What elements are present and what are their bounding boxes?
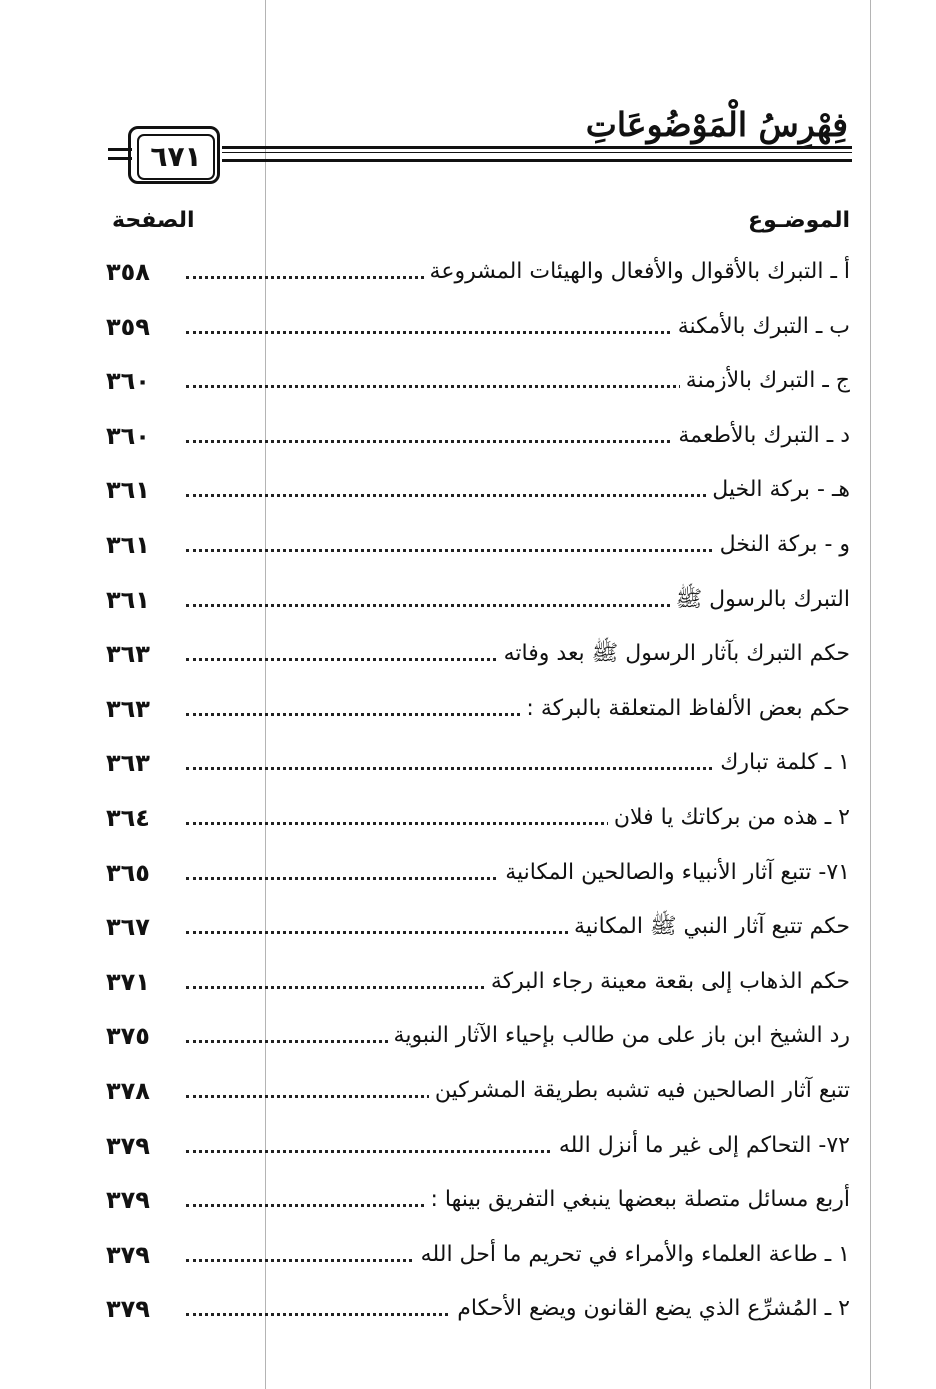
toc-entry [100, 907, 850, 947]
toc-entry-page: ٣٧٩ [106, 1186, 150, 1214]
toc-entry [100, 634, 850, 674]
header-rule [222, 146, 852, 162]
topic-column-header: الموضـوع [748, 208, 850, 233]
toc-entry-title: ٢ ـ هذه من بركاتك يا فلان [608, 798, 850, 838]
toc-entry [100, 1235, 850, 1275]
toc-entry-title: تتبع آثار الصالحين فيه تشبه بطريقة المشركين [429, 1071, 850, 1111]
toc-entry [100, 962, 850, 1002]
toc-entry-page: ٣٧٥ [106, 1022, 150, 1050]
toc-entry-page: ٣٧٩ [106, 1241, 150, 1269]
toc-entry [100, 1126, 850, 1166]
toc-entry [100, 470, 850, 510]
toc-entry-title: ب ـ التبرك بالأمكنة [672, 307, 850, 347]
toc-entry [100, 307, 850, 347]
toc-entry-title: رد الشيخ ابن باز على من طالب بإحياء الآثار النبوية [388, 1016, 850, 1056]
toc-entry-title: حكم التبرك بآثار الرسول ﷺ بعد وفاته [498, 634, 850, 674]
toc-entry-title: أ ـ التبرك بالأقوال والأفعال والهيئات المشروعة [424, 252, 850, 292]
toc-entry-title: التبرك بالرسول ﷺ [670, 580, 850, 620]
toc-entry-page: ٣٦٥ [106, 859, 150, 887]
toc-entry-title: و - بركة النخل [714, 525, 850, 565]
toc-entry-page: ٣٦٧ [106, 913, 150, 941]
toc-entry-title: أربع مسائل متصلة ببعضها ينبغي التفريق بينها : [425, 1180, 851, 1220]
toc-entry-title: حكم الذهاب إلى بقعة معينة رجاء البركة [485, 962, 850, 1002]
toc-entry [100, 743, 850, 783]
toc-entry [100, 525, 850, 565]
toc-entry-page: ٣٦٣ [106, 695, 150, 723]
page-edge-line [870, 0, 871, 1389]
toc-entry-title: حكم تتبع آثار النبي ﷺ المكانية [568, 907, 850, 947]
toc-entry-title: ٧١- تتبع آثار الأنبياء والصالحين المكانية [499, 853, 850, 893]
toc-entry-title: ٧٢- التحاكم إلى غير ما أنزل الله [553, 1126, 850, 1166]
toc-entry [100, 1289, 850, 1329]
page-number: ٦٧١ [137, 134, 215, 180]
toc-entry-title: ١ ـ طاعة العلماء والأمراء في تحريم ما أحل الله [415, 1235, 850, 1275]
toc-entry-page: ٣٧٨ [106, 1077, 150, 1105]
toc-entry [100, 1016, 850, 1056]
toc-entry-page: ٣٦١ [106, 476, 150, 504]
toc-entry-title: حكم بعض الألفاظ المتعلقة بالبركة : [520, 689, 850, 729]
toc-entry [100, 1071, 850, 1111]
toc-entry [100, 361, 850, 401]
toc-entry [100, 252, 850, 292]
toc-entry-page: ٣٧٩ [106, 1295, 150, 1323]
toc-entry-page: ٣٧٩ [106, 1132, 150, 1160]
toc-entry-title: ٢ ـ المُشرِّع الذي يضع القانون ويضع الأحكام [451, 1289, 850, 1329]
toc-entry-page: ٣٦٠ [106, 367, 150, 395]
toc-entry-title: هـ - بركة الخيل [706, 470, 850, 510]
toc-entry-page: ٣٥٩ [106, 313, 150, 341]
toc-entry [100, 580, 850, 620]
toc-entry-page: ٣٦٤ [106, 804, 150, 832]
toc-entry [100, 689, 850, 729]
toc-entry [100, 416, 850, 456]
toc-entry-title: ج ـ التبرك بالأزمنة [680, 361, 850, 401]
toc-entry-page: ٣٧١ [106, 968, 150, 996]
toc-entry [100, 853, 850, 893]
toc-entry-page: ٣٦١ [106, 531, 150, 559]
toc-entry-title: ١ ـ كلمة تبارك [714, 743, 850, 783]
toc-entry-page: ٣٥٨ [106, 258, 150, 286]
page-column-header: الصفحة [112, 208, 195, 233]
toc-entry [100, 798, 850, 838]
toc-entry-title: د ـ التبرك بالأطعمة [672, 416, 850, 456]
toc-entry-page: ٣٦١ [106, 586, 150, 614]
toc-entry-page: ٣٦٣ [106, 749, 150, 777]
page-title: فِهْرِسُ الْمَوْضُوعَاتِ [585, 105, 848, 144]
toc-entry [100, 1180, 850, 1220]
toc-entry-page: ٣٦٠ [106, 422, 150, 450]
toc-entry-page: ٣٦٣ [106, 640, 150, 668]
